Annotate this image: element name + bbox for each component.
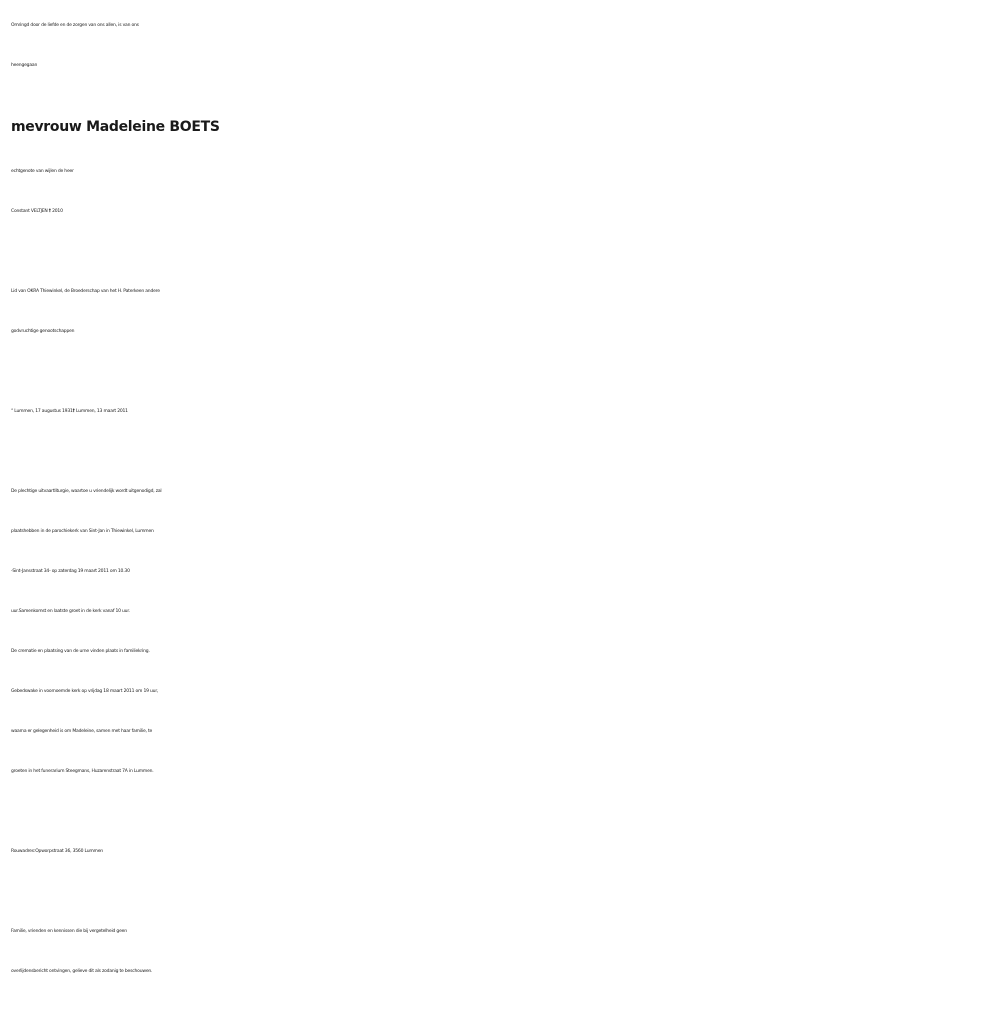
spacer [11,872,996,912]
membership-line-1: Lid van OKRA Thiewinkel, de Broederschap van het H. Paterkeen andere [11,289,160,294]
cross-icon: † [48,209,51,214]
cross-icon: † [72,409,75,414]
mourning-address: Rouwadres:Opworpstraat 36, 3560 Lummen [11,849,103,854]
spouse-death-year: 2010 [52,209,63,214]
birth-info: ° Lummen, 17 augustus 1931 [11,409,73,414]
ceremony-line: -Sint-Jansstraat 34- op zaterdag 19 maart 2011 om 10.30 [11,569,130,574]
spacer [11,792,996,832]
ceremony-line: Gebedswake in voornoemde kerk op vrijdag 18 maart 2011 om 19 uur, [11,689,159,694]
life-dates [11,392,996,432]
deceased-name: mevrouw Madeleine BOETS [11,119,220,135]
closing-line-2: overlijdensbericht ontvingen, gelieve dit als zodanig te beschouwen. [11,969,153,974]
ceremony-line: waarna er gelegenheid is om Madeleine, samen met haar familie, te [11,729,153,734]
spacer [11,232,996,272]
ceremony-line: De plechtige uitvaartliturgie, waartoe u vriendelijk wordt uitgenodigd, zal [11,489,162,494]
spacer [11,432,996,472]
death-info: Lummen, 13 maart 2011 [74,409,128,414]
intro-line-2: heengegaan [11,63,38,68]
spouse-line-1: echtgenote van wijlen de heer [11,169,74,174]
ceremony-line: De crematie en plaatsing van de urne vinden plaats in familiekring. [11,649,150,654]
intro-line-1: Omringd door de liefde en de zorgen van ons allen, is van ons [11,23,139,28]
spouse-line-2 [11,192,996,232]
ceremony-line: uur.Samenkomst en laatste groet in de kerk vanaf 10 uur. [11,609,130,614]
spouse-name: Constant VELTJEN [11,209,48,214]
membership-line-2: godvruchtige genootschappen [11,329,75,334]
closing-line-1: Familie, vrienden en kennissen die bij vergetelheid geen [11,929,127,934]
spacer [11,352,996,392]
obituary-notice [11,6,996,992]
ceremony-line: groeten in het funerarium Steegmans, Huzarenstraat 7A in Lummen. [11,769,154,774]
ceremony-line: plaatshebben in de parochiekerk van Sint-Jan in Thiewinkel, Lummen [11,529,154,534]
